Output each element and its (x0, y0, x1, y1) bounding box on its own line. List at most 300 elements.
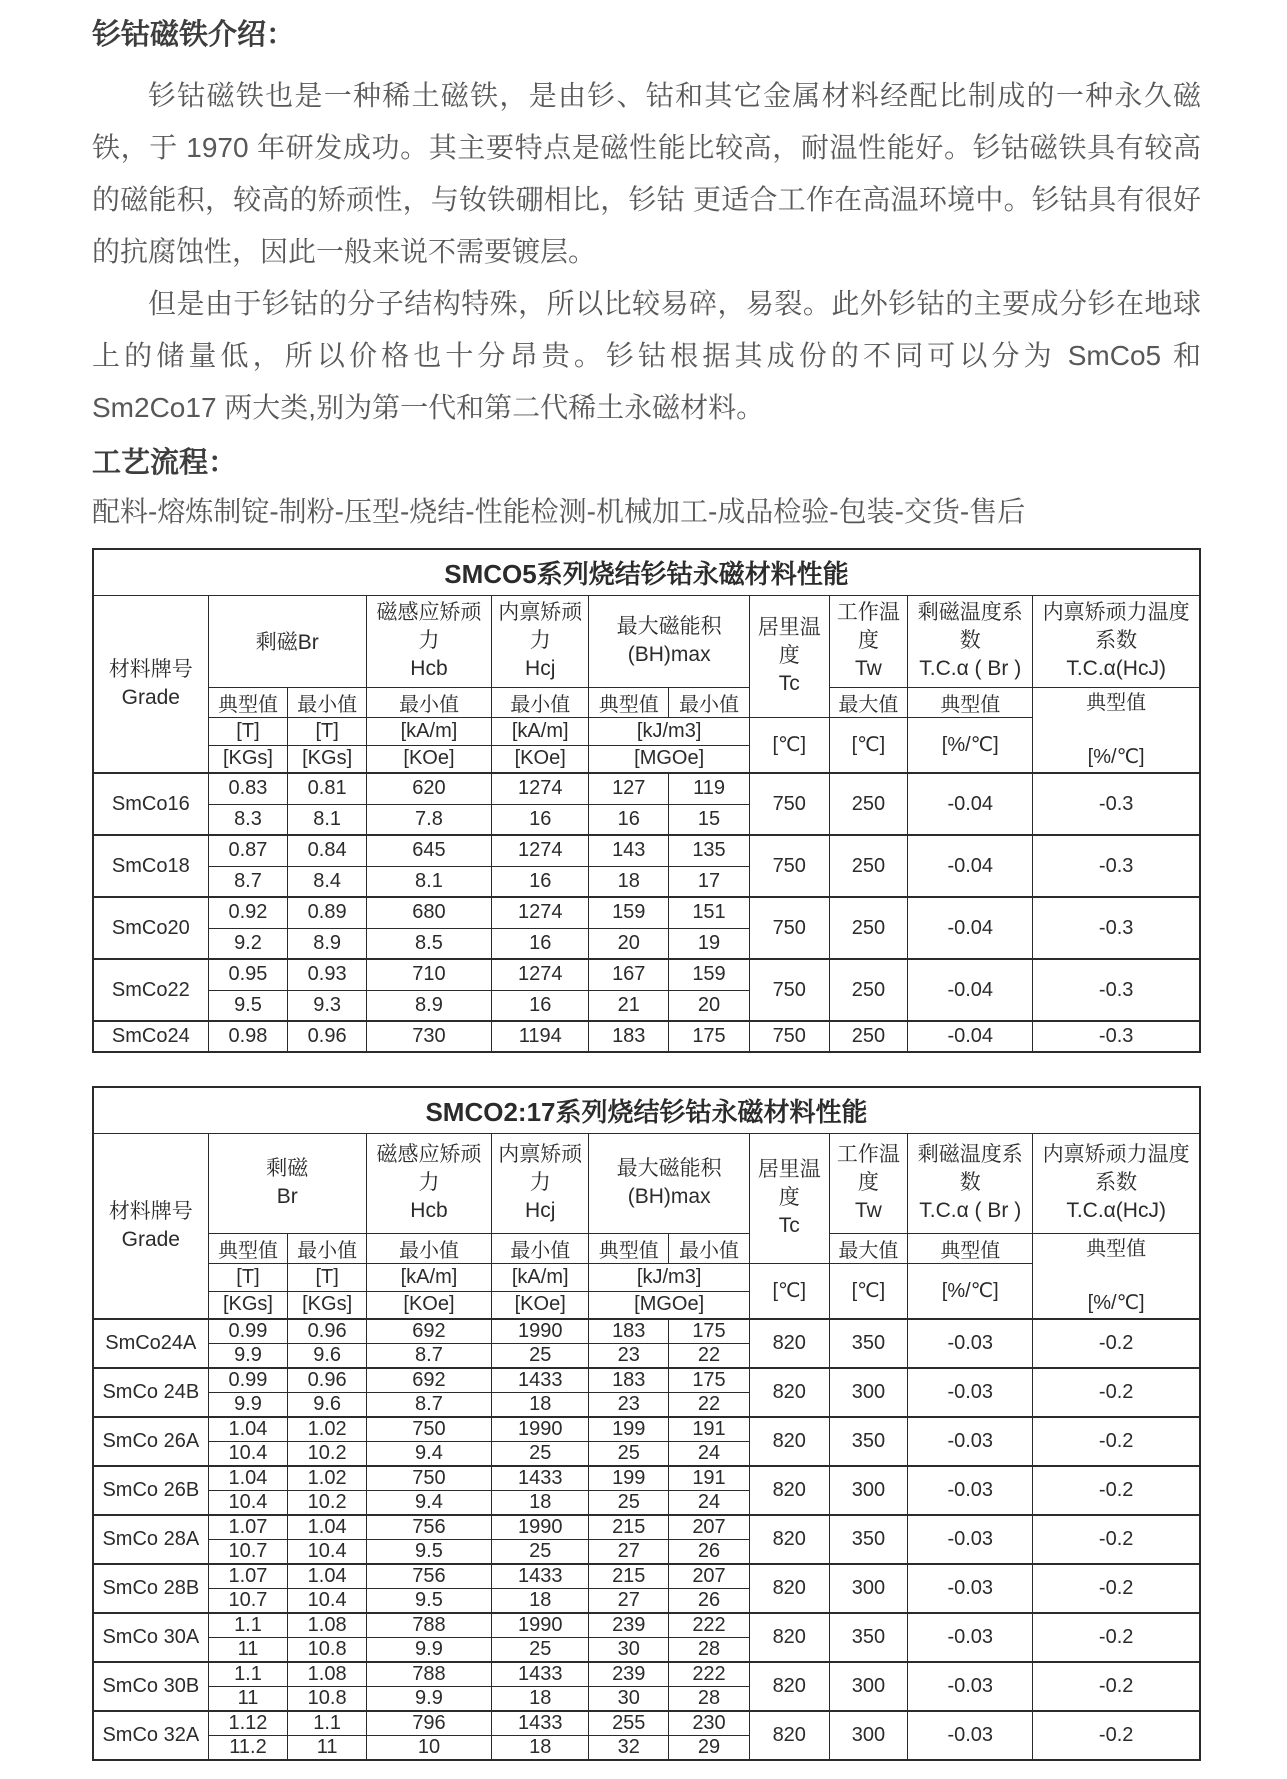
value-cell: 207 (669, 1515, 750, 1540)
header-tcahcj (1033, 595, 1200, 687)
tc-cell: 820 (749, 1417, 829, 1466)
subheader-typical-label: 典型值 (1086, 691, 1147, 714)
value-cell: 8.3 (208, 804, 288, 835)
value-cell: 1.08 (288, 1662, 367, 1687)
value-cell: 620 (366, 773, 491, 804)
tw-cell: 300 (829, 1564, 908, 1613)
value-cell: 151 (669, 897, 750, 928)
header-hcj (492, 1133, 589, 1233)
header-bhmax-cn: 最大磁能积 (616, 1157, 722, 1180)
value-cell: 9.6 (288, 1393, 367, 1418)
subheader-cell: 最大值 (829, 687, 908, 717)
subheader-cell: 典型值 (589, 1233, 669, 1263)
header-grade-cn: 材料牌号 (108, 657, 193, 681)
value-cell: 127 (589, 773, 669, 804)
value-cell: 222 (669, 1662, 750, 1687)
value-cell: 788 (366, 1662, 491, 1687)
value-cell: 30 (589, 1687, 669, 1712)
value-cell: 25 (492, 1442, 589, 1467)
tc-cell: 750 (749, 773, 829, 835)
tw-cell: 350 (829, 1515, 908, 1564)
header-tcabr (908, 595, 1033, 687)
header-grade (93, 595, 208, 773)
header-br-sym: Br (276, 1185, 298, 1208)
value-cell: 222 (669, 1613, 750, 1638)
header-tcahcj-cn: 内禀矫顽力温度系数 (1042, 601, 1190, 652)
value-cell: 1433 (492, 1564, 589, 1589)
unit-cell: [KOe] (492, 1291, 589, 1319)
value-cell: 22 (669, 1393, 750, 1418)
value-cell: 159 (589, 897, 669, 928)
value-cell: 16 (589, 804, 669, 835)
header-hcb (366, 595, 491, 687)
value-cell: 25 (492, 1344, 589, 1369)
value-cell: 1.02 (288, 1417, 367, 1442)
value-cell: 0.96 (288, 1319, 367, 1344)
value-cell: 756 (366, 1564, 491, 1589)
table-row (93, 1515, 1200, 1540)
value-cell: 1.1 (208, 1662, 288, 1687)
tcabr-cell: -0.03 (908, 1417, 1033, 1466)
unit-cell: [%/℃] (908, 717, 1033, 773)
table-header-row (93, 1133, 1200, 1233)
value-cell: 16 (492, 866, 589, 897)
value-cell: 9.5 (366, 1589, 491, 1614)
value-cell: 23 (589, 1393, 669, 1418)
tcabr-cell: -0.03 (908, 1368, 1033, 1417)
value-cell: 1.04 (208, 1466, 288, 1491)
header-grade (93, 1133, 208, 1319)
value-cell: 1.04 (208, 1417, 288, 1442)
value-cell: 199 (589, 1466, 669, 1491)
grade-cell: SmCo 30B (93, 1662, 208, 1711)
value-cell: 10.7 (208, 1540, 288, 1565)
tw-cell: 250 (829, 773, 908, 835)
grade-cell: SmCo20 (93, 897, 208, 959)
table-row (93, 1662, 1200, 1687)
header-tc-cn: 居里温度 (757, 1158, 821, 1209)
value-cell: 28 (669, 1638, 750, 1663)
value-cell: 175 (669, 1368, 750, 1393)
tcabr-cell: -0.04 (908, 959, 1033, 1021)
grade-cell: SmCo16 (93, 773, 208, 835)
tc-cell: 820 (749, 1711, 829, 1760)
header-hcb-sym: Hcb (410, 1199, 448, 1222)
value-cell: 1990 (492, 1515, 589, 1540)
value-cell: 25 (492, 1540, 589, 1565)
header-hcb (366, 1133, 491, 1233)
value-cell: 1433 (492, 1662, 589, 1687)
value-cell: 207 (669, 1564, 750, 1589)
grade-cell: SmCo 32A (93, 1711, 208, 1760)
tcahcj-cell: -0.2 (1033, 1613, 1200, 1662)
grade-cell: SmCo 28A (93, 1515, 208, 1564)
unit-cell: [℃] (829, 1263, 908, 1319)
tc-cell: 820 (749, 1515, 829, 1564)
value-cell: 9.6 (288, 1344, 367, 1369)
header-tcabr-sym: T.C.α ( Br ) (919, 657, 1022, 680)
subheader-cell: 典型值 (208, 1233, 288, 1263)
value-cell: 0.95 (208, 959, 288, 990)
process-heading: 工艺流程： (92, 447, 238, 479)
grade-cell: SmCo22 (93, 959, 208, 1021)
smco5-table (92, 548, 1201, 1053)
value-cell: 750 (366, 1466, 491, 1491)
value-cell: 25 (589, 1491, 669, 1516)
value-cell: 645 (366, 835, 491, 866)
table-title: SMCO2:17系列烧结钐钴永磁材料性能 (93, 1087, 1200, 1133)
value-cell: 10.2 (288, 1491, 367, 1516)
value-cell: 692 (366, 1319, 491, 1344)
header-bhmax-sym: (BH)max (627, 1185, 711, 1208)
value-cell: 183 (589, 1021, 669, 1052)
subheader-cell: 最小值 (669, 687, 750, 717)
unit-cell: [kA/m] (366, 717, 491, 745)
value-cell: 8.9 (366, 990, 491, 1021)
unit-cell: [℃] (829, 717, 908, 773)
subheader-typical-unit-cell (1033, 687, 1200, 773)
header-tcabr-sym: T.C.α ( Br ) (919, 1199, 1022, 1222)
header-tw (829, 595, 908, 687)
tcabr-cell: -0.03 (908, 1613, 1033, 1662)
tw-cell: 250 (829, 1021, 908, 1052)
tcahcj-cell: -0.2 (1033, 1711, 1200, 1760)
tcabr-cell: -0.03 (908, 1515, 1033, 1564)
subheader-cell: 典型值 (908, 1233, 1033, 1263)
value-cell: 15 (669, 804, 750, 835)
value-cell: 796 (366, 1711, 491, 1736)
tw-cell: 250 (829, 835, 908, 897)
tcabr-cell: -0.04 (908, 897, 1033, 959)
subheader-cell: 最小值 (492, 687, 589, 717)
table-row (93, 1466, 1200, 1491)
table-title-row (93, 549, 1200, 595)
value-cell: 1.07 (208, 1564, 288, 1589)
table-row (93, 1417, 1200, 1442)
header-hcb-sym: Hcb (410, 657, 448, 680)
value-cell: 11.2 (208, 1736, 288, 1761)
unit-cell: [kA/m] (366, 1263, 491, 1291)
value-cell: 1433 (492, 1711, 589, 1736)
grade-cell: SmCo24A (93, 1319, 208, 1368)
value-cell: 1274 (492, 773, 589, 804)
value-cell: 29 (669, 1736, 750, 1761)
value-cell: 1194 (492, 1021, 589, 1052)
tw-cell: 350 (829, 1417, 908, 1466)
value-cell: 9.9 (208, 1344, 288, 1369)
unit-cell: [℃] (749, 717, 829, 773)
subheader-cell: 最小值 (669, 1233, 750, 1263)
tw-cell: 300 (829, 1368, 908, 1417)
tc-cell: 750 (749, 835, 829, 897)
value-cell: 8.4 (288, 866, 367, 897)
grade-cell: SmCo18 (93, 835, 208, 897)
value-cell: 23 (589, 1344, 669, 1369)
table-subheader-row (93, 687, 1200, 717)
unit-cell: [MGOe] (589, 745, 750, 773)
tcabr-cell: -0.04 (908, 835, 1033, 897)
grade-cell: SmCo 30A (93, 1613, 208, 1662)
value-cell: 9.9 (366, 1687, 491, 1712)
value-cell: 0.87 (208, 835, 288, 866)
value-cell: 22 (669, 1344, 750, 1369)
subheader-cell: 最小值 (288, 687, 367, 717)
table-row (93, 773, 1200, 804)
value-cell: 788 (366, 1613, 491, 1638)
value-cell: 11 (288, 1736, 367, 1761)
smco217-table (92, 1086, 1201, 1761)
header-hcj-sym: Hcj (525, 657, 556, 680)
subheader-typical-unit-cell (1033, 1233, 1200, 1319)
table-title-row (93, 1087, 1200, 1133)
value-cell: 1990 (492, 1613, 589, 1638)
value-cell: 18 (589, 866, 669, 897)
tw-cell: 300 (829, 1711, 908, 1760)
tcabr-cell: -0.04 (908, 1021, 1033, 1052)
value-cell: 10.4 (288, 1589, 367, 1614)
value-cell: 18 (492, 1687, 589, 1712)
value-cell: 8.1 (366, 866, 491, 897)
unit-cell: [kA/m] (492, 717, 589, 745)
tc-cell: 820 (749, 1662, 829, 1711)
value-cell: 750 (366, 1417, 491, 1442)
value-cell: 26 (669, 1540, 750, 1565)
unit-cell: [kA/m] (492, 1263, 589, 1291)
header-tcabr-cn: 剩磁温度系数 (917, 1143, 1023, 1194)
table-row (93, 897, 1200, 928)
header-hcb-cn: 磁感应矫顽力 (376, 601, 482, 652)
value-cell: 191 (669, 1417, 750, 1442)
value-cell: 215 (589, 1515, 669, 1540)
value-cell: 183 (589, 1368, 669, 1393)
table-subheader-row (93, 1233, 1200, 1263)
value-cell: 20 (589, 928, 669, 959)
value-cell: 1274 (492, 835, 589, 866)
header-bhmax-cn: 最大磁能积 (616, 615, 722, 638)
header-br (208, 1133, 366, 1233)
value-cell: 730 (366, 1021, 491, 1052)
value-cell: 230 (669, 1711, 750, 1736)
unit-percent-per-c: [%/℃] (1087, 1291, 1145, 1314)
header-bhmax (589, 595, 750, 687)
value-cell: 10.4 (208, 1491, 288, 1516)
header-tcahcj-cn: 内禀矫顽力温度系数 (1042, 1143, 1190, 1194)
header-grade-cn: 材料牌号 (108, 1199, 193, 1223)
value-cell: 27 (589, 1540, 669, 1565)
value-cell: 199 (589, 1417, 669, 1442)
value-cell: 175 (669, 1319, 750, 1344)
value-cell: 0.89 (288, 897, 367, 928)
tcabr-cell: -0.04 (908, 773, 1033, 835)
header-tc (749, 595, 829, 717)
value-cell: 8.7 (366, 1393, 491, 1418)
value-cell: 16 (492, 804, 589, 835)
tcabr-cell: -0.03 (908, 1564, 1033, 1613)
value-cell: 24 (669, 1442, 750, 1467)
value-cell: 692 (366, 1368, 491, 1393)
subheader-cell: 最小值 (492, 1233, 589, 1263)
value-cell: 18 (492, 1491, 589, 1516)
value-cell: 191 (669, 1466, 750, 1491)
intro-paragraph-1: 钐钴磁铁也是一种稀土磁铁，是由钐、钴和其它金属材料经配比制成的一种永久磁铁，于 1970 年研发成功。其主要特点是磁性能比较高，耐温性能好。钐钴磁铁具有较高的磁能积，较高的矫顽性，与钕铁硼相比，钐钴 更适合工作在高温环境中。钐钴具有很好的抗腐蚀性，因此一般来说不需要镀层。 (92, 80, 1201, 267)
unit-cell: [T] (288, 717, 367, 745)
tw-cell: 250 (829, 897, 908, 959)
header-tcahcj (1033, 1133, 1200, 1233)
header-hcj-cn: 内禀矫顽力 (498, 601, 583, 652)
value-cell: 28 (669, 1687, 750, 1712)
header-tcahcj-sym: T.C.α(HcJ) (1066, 1199, 1166, 1222)
unit-cell: [MGOe] (589, 1291, 750, 1319)
value-cell: 239 (589, 1662, 669, 1687)
value-cell: 30 (589, 1638, 669, 1663)
value-cell: 756 (366, 1515, 491, 1540)
tcahcj-cell: -0.2 (1033, 1662, 1200, 1711)
value-cell: 10.4 (288, 1540, 367, 1565)
value-cell: 8.7 (208, 866, 288, 897)
value-cell: 1.1 (288, 1711, 367, 1736)
tc-cell: 820 (749, 1564, 829, 1613)
value-cell: 1.1 (208, 1613, 288, 1638)
header-tcahcj-sym: T.C.α(HcJ) (1066, 657, 1166, 680)
header-tc-sym: Tc (778, 1214, 800, 1237)
unit-cell: [T] (208, 1263, 288, 1291)
value-cell: 119 (669, 773, 750, 804)
value-cell: 159 (669, 959, 750, 990)
value-cell: 18 (492, 1589, 589, 1614)
grade-cell: SmCo 28B (93, 1564, 208, 1613)
value-cell: 1990 (492, 1319, 589, 1344)
intro-heading: 钐钴磁铁介绍： (92, 19, 296, 51)
unit-cell: [KOe] (366, 1291, 491, 1319)
table-row (93, 959, 1200, 990)
intro-paragraph-2: 但是由于钐钴的分子结构特殊，所以比较易碎，易裂。此外钐钴的主要成分钐在地球上的储量低，所以价格也十分昂贵。钐钴根据其成份的不同可以分为 SmCo5 和 Sm2Co17 两大类,别为第一代和第二代稀土永磁材料。 (92, 288, 1201, 423)
value-cell: 25 (589, 1442, 669, 1467)
unit-cell: [kJ/m3] (589, 1263, 750, 1291)
grade-cell: SmCo 26A (93, 1417, 208, 1466)
subheader-cell: 最小值 (366, 687, 491, 717)
unit-cell: [kJ/m3] (589, 717, 750, 745)
table-header-row (93, 595, 1200, 687)
table-row (93, 1368, 1200, 1393)
subheader-cell: 最大值 (829, 1233, 908, 1263)
value-cell: 8.1 (288, 804, 367, 835)
value-cell: 1.04 (288, 1564, 367, 1589)
value-cell: 8.9 (288, 928, 367, 959)
value-cell: 10.8 (288, 1687, 367, 1712)
value-cell: 0.92 (208, 897, 288, 928)
value-cell: 1.02 (288, 1466, 367, 1491)
unit-cell: [KGs] (288, 1291, 367, 1319)
value-cell: 0.96 (288, 1368, 367, 1393)
value-cell: 1.07 (208, 1515, 288, 1540)
value-cell: 9.5 (208, 990, 288, 1021)
value-cell: 16 (492, 990, 589, 1021)
value-cell: 9.2 (208, 928, 288, 959)
value-cell: 26 (669, 1589, 750, 1614)
value-cell: 9.4 (366, 1442, 491, 1467)
value-cell: 16 (492, 928, 589, 959)
table-title: SMCO5系列烧结钐钴永磁材料性能 (93, 549, 1200, 595)
value-cell: 10.8 (288, 1638, 367, 1663)
grade-cell: SmCo24 (93, 1021, 208, 1052)
tcahcj-cell: -0.2 (1033, 1466, 1200, 1515)
value-cell: 27 (589, 1589, 669, 1614)
unit-cell: [KOe] (366, 745, 491, 773)
header-hcj (492, 595, 589, 687)
value-cell: 9.3 (288, 990, 367, 1021)
value-cell: 9.9 (366, 1638, 491, 1663)
unit-cell: [T] (208, 717, 288, 745)
value-cell: 10.7 (208, 1589, 288, 1614)
tcahcj-cell: -0.3 (1033, 897, 1200, 959)
header-grade-en: Grade (121, 1227, 180, 1251)
header-tw-sym: Tw (854, 1199, 882, 1222)
unit-cell: [KGs] (208, 1291, 288, 1319)
tc-cell: 820 (749, 1613, 829, 1662)
value-cell: 8.7 (366, 1344, 491, 1369)
value-cell: 1.08 (288, 1613, 367, 1638)
tc-cell: 820 (749, 1466, 829, 1515)
value-cell: 0.98 (208, 1021, 288, 1052)
value-cell: 710 (366, 959, 491, 990)
value-cell: 20 (669, 990, 750, 1021)
tc-cell: 750 (749, 959, 829, 1021)
tw-cell: 250 (829, 959, 908, 1021)
header-br: 剩磁Br (208, 595, 366, 687)
subheader-cell: 典型值 (589, 687, 669, 717)
value-cell: 8.5 (366, 928, 491, 959)
tw-cell: 350 (829, 1613, 908, 1662)
value-cell: 1433 (492, 1368, 589, 1393)
tcahcj-cell: -0.3 (1033, 773, 1200, 835)
value-cell: 143 (589, 835, 669, 866)
value-cell: 0.84 (288, 835, 367, 866)
value-cell: 17 (669, 866, 750, 897)
tcahcj-cell: -0.2 (1033, 1368, 1200, 1417)
unit-cell: [℃] (749, 1263, 829, 1319)
value-cell: 0.96 (288, 1021, 367, 1052)
subheader-cell: 典型值 (208, 687, 288, 717)
value-cell: 7.8 (366, 804, 491, 835)
tcahcj-cell: -0.2 (1033, 1417, 1200, 1466)
value-cell: 18 (492, 1736, 589, 1761)
value-cell: 1990 (492, 1417, 589, 1442)
tcahcj-cell: -0.3 (1033, 959, 1200, 1021)
value-cell: 175 (669, 1021, 750, 1052)
value-cell: 9.5 (366, 1540, 491, 1565)
subheader-cell: 最小值 (366, 1233, 491, 1263)
table-row (93, 1711, 1200, 1736)
header-tw-cn: 工作温度 (836, 1143, 900, 1194)
value-cell: 1274 (492, 897, 589, 928)
tcahcj-cell: -0.2 (1033, 1564, 1200, 1613)
table-row (93, 1564, 1200, 1589)
header-hcj-cn: 内禀矫顽力 (498, 1143, 583, 1194)
tcabr-cell: -0.03 (908, 1466, 1033, 1515)
value-cell: 215 (589, 1564, 669, 1589)
value-cell: 0.93 (288, 959, 367, 990)
value-cell: 0.99 (208, 1319, 288, 1344)
tcahcj-cell: -0.3 (1033, 1021, 1200, 1052)
value-cell: 0.99 (208, 1368, 288, 1393)
grade-cell: SmCo 26B (93, 1466, 208, 1515)
value-cell: 9.9 (208, 1393, 288, 1418)
value-cell: 1433 (492, 1466, 589, 1491)
value-cell: 1.12 (208, 1711, 288, 1736)
grade-cell: SmCo 24B (93, 1368, 208, 1417)
table-row (93, 1319, 1200, 1344)
table-gap (92, 1053, 1201, 1086)
